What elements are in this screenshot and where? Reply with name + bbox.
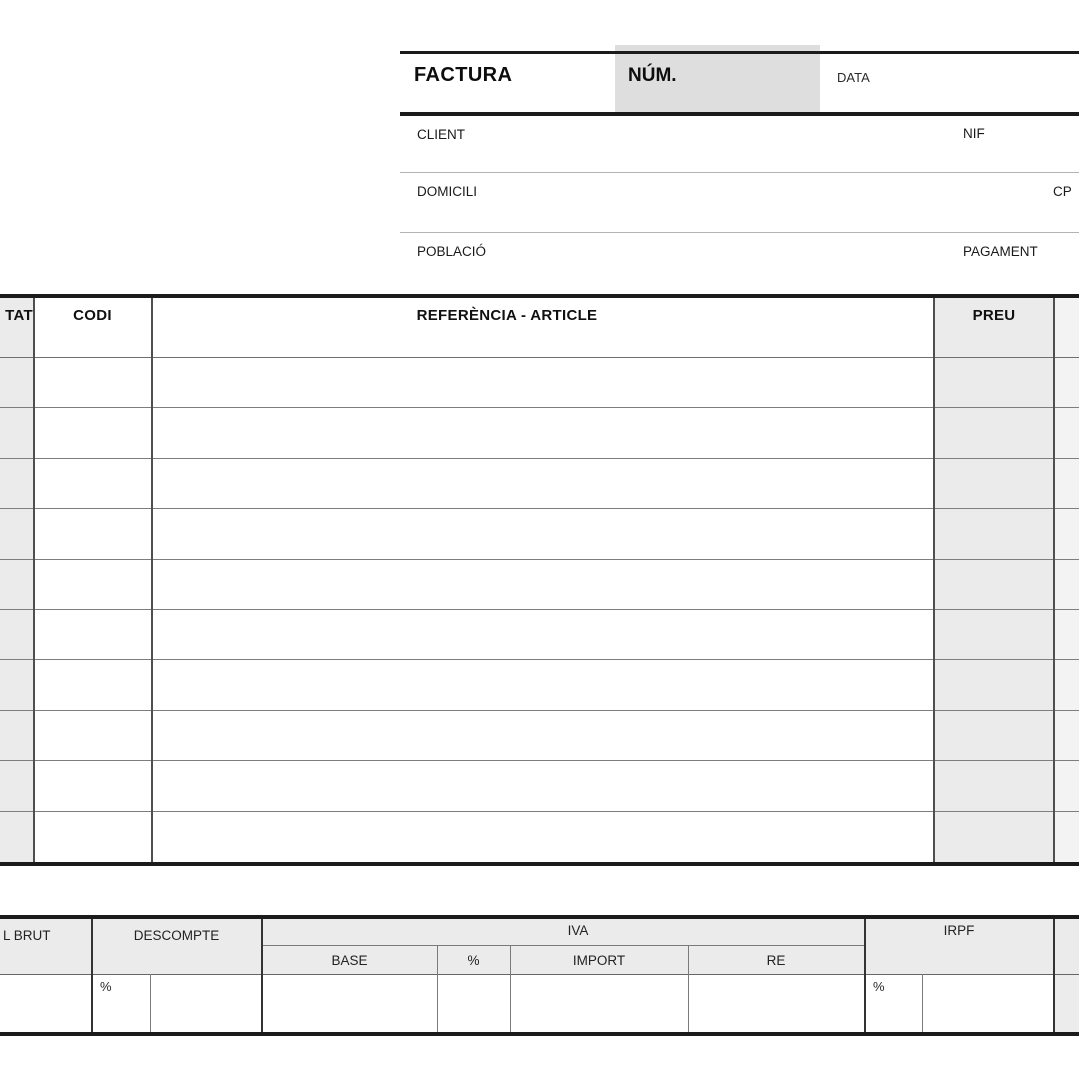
totals-table [0, 915, 1079, 1036]
descompte-amount-cell[interactable] [151, 975, 261, 1031]
items-row[interactable] [0, 459, 1079, 509]
price-column-header: PREU [972, 307, 1016, 324]
total-column-shade [1054, 974, 1079, 1032]
date-label: DATA [837, 70, 870, 85]
items-row[interactable] [0, 761, 1079, 811]
quantity-column-header: TAT [5, 307, 33, 324]
irpf-percent-cell[interactable] [866, 975, 921, 1031]
invoice-number-label: NÚM. [628, 65, 677, 86]
cp-field[interactable] [1000, 204, 1079, 228]
descompte-column-header: DESCOMPTE [133, 928, 220, 943]
items-rows [0, 298, 1079, 862]
grid-line [151, 298, 153, 862]
form-title: FACTURA [414, 64, 513, 86]
items-row[interactable] [0, 711, 1079, 761]
items-row[interactable] [0, 358, 1079, 408]
items-row[interactable] [0, 408, 1079, 458]
poblacio-field[interactable] [510, 238, 940, 284]
code-column-header: CODI [73, 307, 112, 324]
date-field[interactable] [880, 55, 1075, 107]
items-table [0, 294, 1079, 866]
iva-import-cell[interactable] [511, 975, 687, 1031]
brut-column-header: L BRUT [3, 928, 51, 943]
grid-line [864, 919, 866, 1032]
iva-base-header: BASE [331, 953, 368, 968]
irpf-amount-cell[interactable] [923, 975, 1053, 1031]
divider [400, 51, 1079, 54]
iva-re-header: RE [766, 953, 786, 968]
items-row[interactable] [0, 509, 1079, 559]
iva-group-header: IVA [567, 923, 589, 938]
grid-line [933, 298, 935, 862]
pagament-label: PAGAMENT [963, 244, 1038, 259]
grid-line [261, 919, 263, 1032]
items-row[interactable] [0, 610, 1079, 660]
items-row[interactable] [0, 560, 1079, 610]
cp-label: CP [1053, 184, 1072, 199]
domicili-field[interactable] [500, 178, 1040, 224]
poblacio-label: POBLACIÓ [417, 244, 487, 259]
divider [400, 172, 1079, 173]
client-label: CLIENT [417, 127, 466, 142]
iva-percent-cell[interactable] [438, 975, 509, 1031]
client-field[interactable] [485, 122, 945, 164]
irpf-column-header: IRPF [943, 923, 975, 938]
grid-line [1053, 298, 1055, 862]
nif-field[interactable] [1000, 122, 1075, 164]
pagament-field[interactable] [963, 262, 1075, 288]
iva-re-cell[interactable] [689, 975, 863, 1031]
grid-line [437, 945, 438, 1032]
grid-line [922, 974, 923, 1032]
grid-line [688, 945, 689, 1032]
divider [400, 232, 1079, 233]
nif-label: NIF [963, 126, 985, 141]
descompte-percent-cell[interactable] [92, 975, 149, 1031]
grid-line [91, 919, 93, 1032]
items-row[interactable] [0, 660, 1079, 710]
irpf-percent-sign: % [873, 979, 885, 994]
divider [400, 112, 1079, 116]
grid-line [510, 945, 511, 1032]
descompte-percent-sign: % [100, 979, 112, 994]
iva-percent-header: % [467, 953, 480, 968]
grid-line [262, 945, 864, 946]
iva-import-header: IMPORT [572, 953, 626, 968]
grid-line [1053, 919, 1055, 1032]
iva-base-cell[interactable] [263, 975, 436, 1031]
reference-column-header: REFERÈNCIA - ARTICLE [416, 307, 598, 324]
domicili-label: DOMICILI [417, 184, 478, 199]
brut-total-cell[interactable] [0, 975, 91, 1031]
items-row[interactable] [0, 812, 1079, 862]
grid-line [33, 298, 35, 862]
grid-line [150, 974, 151, 1032]
